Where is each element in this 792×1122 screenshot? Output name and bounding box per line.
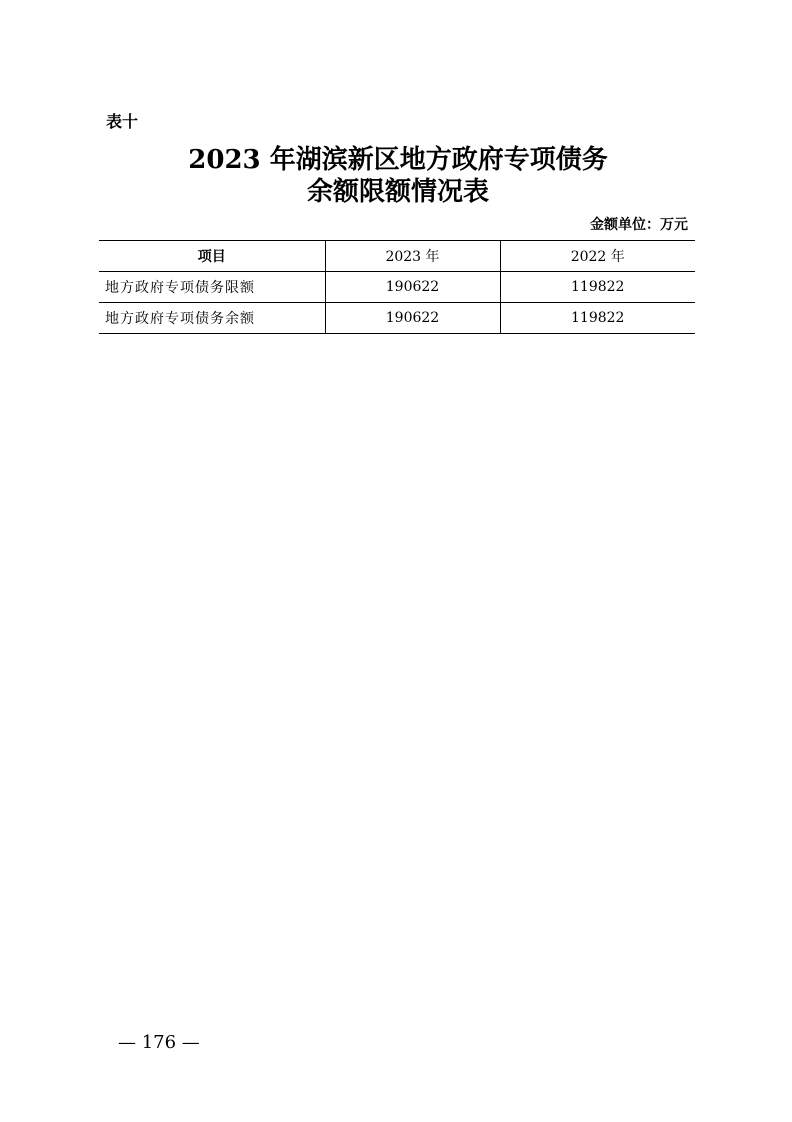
- debt-limit-balance-table: [99, 240, 695, 334]
- table-row: [99, 272, 695, 303]
- table-row: [99, 303, 695, 334]
- table-header-row: [99, 241, 695, 272]
- column-header-2022: 2022 年: [500, 241, 695, 272]
- row-value-2023: 190622: [325, 303, 500, 334]
- page-number: — 176 —: [118, 1032, 200, 1053]
- row-item-label: 地方政府专项债务余额: [99, 303, 325, 334]
- table-label: 表十: [106, 112, 139, 131]
- row-item-label: 地方政府专项债务限额: [99, 272, 325, 303]
- document-title-line-1: 2023 年湖滨新区地方政府专项债务: [188, 145, 608, 175]
- unit-note: 金额单位：万元: [590, 217, 688, 233]
- row-value-2022: 119822: [500, 303, 695, 334]
- column-header-2023: 2023 年: [325, 241, 500, 272]
- row-value-2022: 119822: [500, 272, 695, 303]
- column-header-item: 项目: [99, 241, 325, 272]
- document-title-line-2: 余额限额情况表: [306, 177, 489, 207]
- row-value-2023: 190622: [325, 272, 500, 303]
